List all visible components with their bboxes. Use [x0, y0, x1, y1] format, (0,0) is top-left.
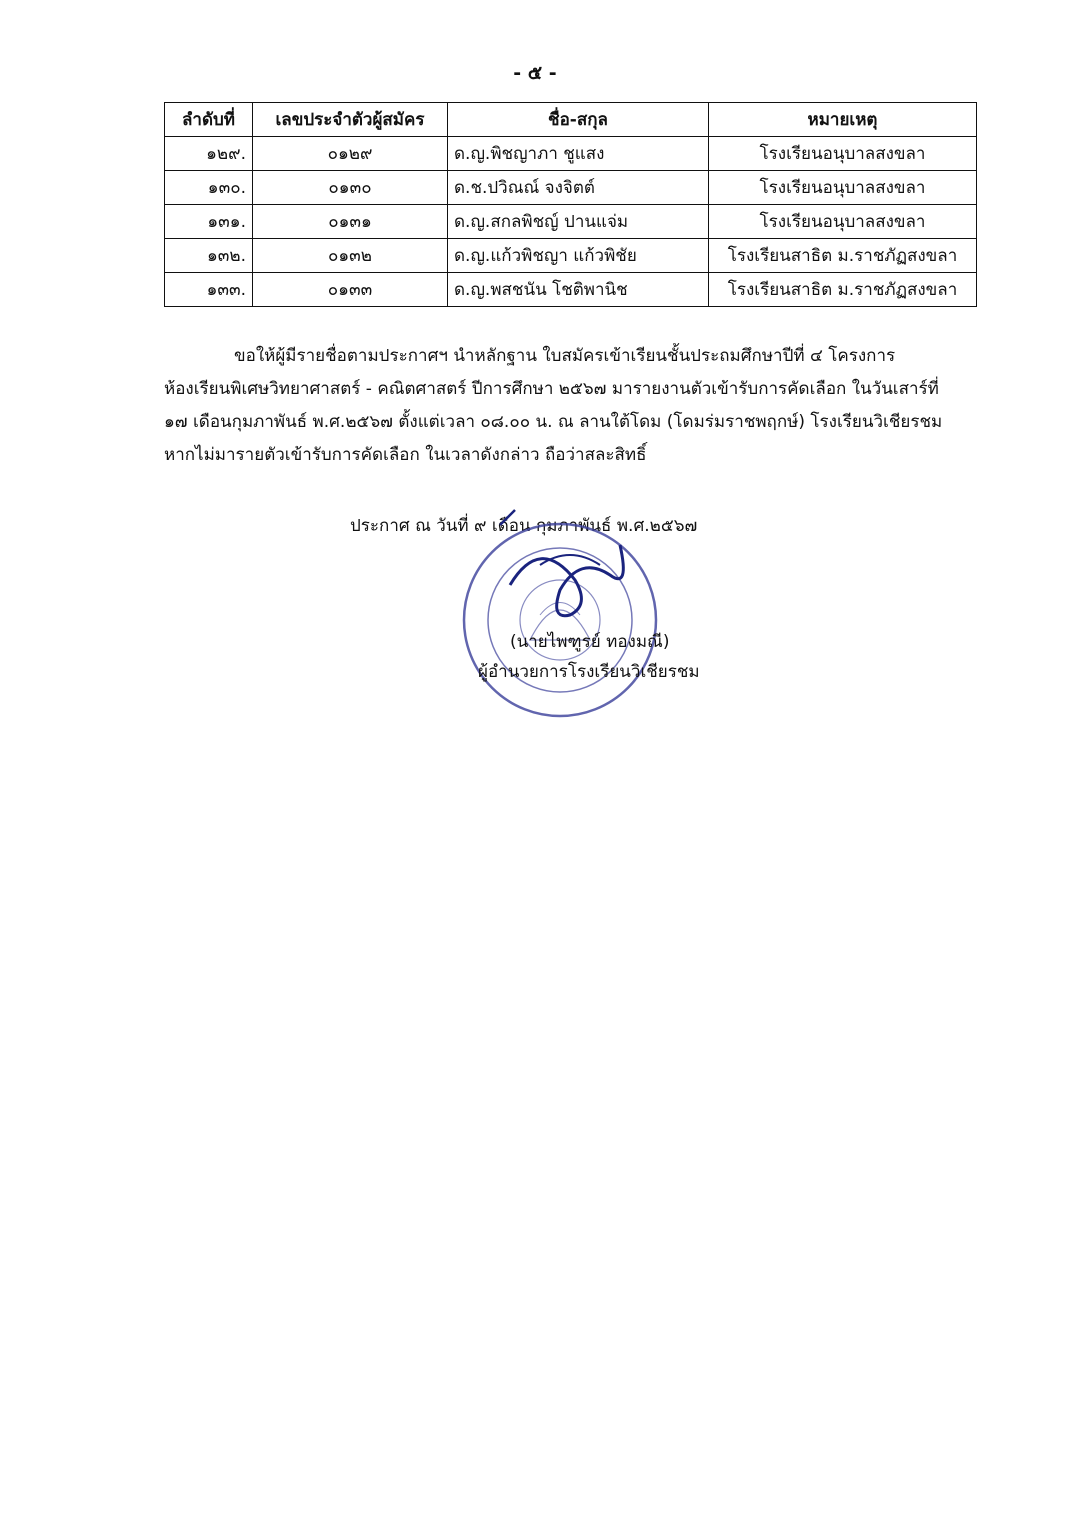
table-row: [165, 171, 977, 205]
table-row: [165, 273, 977, 307]
cell-name: ด.ญ.แก้วพิชญา แก้วพิชัย: [448, 239, 709, 273]
header-applicant-id: เลขประจำตัวผู้สมัคร: [253, 103, 448, 137]
header-seq: ลำดับที่: [165, 103, 253, 137]
table-row: [165, 239, 977, 273]
announcement-date: ประกาศ ณ วันที่ ๙ เดือน กุมภาพันธ์ พ.ศ.๒๕๖๗: [350, 516, 698, 536]
cell-remarks: โรงเรียนอนุบาลสงขลา: [709, 171, 977, 205]
paragraph-line: ๑๗ เดือนกุมภาพันธ์ พ.ศ.๒๕๖๗ ตั้งแต่เวลา ๐๘.๐๐ น. ณ ลานใต้โดม (โดมร่มราชพฤกษ์) โรงเรียนวิเชียรชม: [164, 412, 943, 432]
table-row: [165, 205, 977, 239]
paragraph-line: ขอให้ผู้มีรายชื่อตามประกาศฯ นำหลักฐาน ใบสมัครเข้าเรียนชั้นประถมศึกษาปีที่ ๔ โครงการ: [234, 346, 896, 366]
cell-applicant-id: ๐๑๓๐: [253, 171, 448, 205]
instructions-paragraph: [164, 340, 976, 472]
cell-remarks: โรงเรียนสาธิต ม.ราชภัฏสงขลา: [709, 273, 977, 307]
table-row: [165, 137, 977, 171]
cell-applicant-id: ๐๑๒๙: [253, 137, 448, 171]
paragraph-line: หากไม่มารายตัวเข้ารับการคัดเลือก ในเวลาดังกล่าว ถือว่าสละสิทธิ์: [164, 445, 647, 465]
page-number: - ๕ -: [513, 62, 557, 84]
cell-seq: ๑๓๓.: [165, 273, 253, 307]
header-full-name: ชื่อ-สกุล: [448, 103, 709, 137]
cell-remarks: โรงเรียนอนุบาลสงขลา: [709, 137, 977, 171]
cell-seq: ๑๓๐.: [165, 171, 253, 205]
cell-name: ด.ญ.พสชนัน โชติพานิช: [448, 273, 709, 307]
cell-seq: ๑๓๑.: [165, 205, 253, 239]
cell-seq: ๑๓๒.: [165, 239, 253, 273]
cell-applicant-id: ๐๑๓๑: [253, 205, 448, 239]
cell-name: ด.ช.ปวิณณ์ จงจิตต์: [448, 171, 709, 205]
header-remarks: หมายเหตุ: [709, 103, 977, 137]
cell-remarks: โรงเรียนสาธิต ม.ราชภัฏสงขลา: [709, 239, 977, 273]
cell-name: ด.ญ.สกลพิชญ์ ปานแจ่ม: [448, 205, 709, 239]
cell-applicant-id: ๐๑๓๒: [253, 239, 448, 273]
signatory-title: ผู้อำนวยการโรงเรียนวิเชียรชม: [478, 662, 700, 682]
cell-name: ด.ญ.พิชญาภา ชูแสง: [448, 137, 709, 171]
cell-applicant-id: ๐๑๓๓: [253, 273, 448, 307]
cell-seq: ๑๒๙.: [165, 137, 253, 171]
table-header-row: [165, 103, 977, 137]
signatory-name: (นายไพฑูรย์ ทองมณี): [510, 632, 670, 652]
applicant-table: [164, 102, 977, 307]
paragraph-line: ห้องเรียนพิเศษวิทยาศาสตร์ - คณิตศาสตร์ ปีการศึกษา ๒๕๖๗ มารายงานตัวเข้ารับการคัดเลือก ในวันเสาร์ที่: [164, 379, 939, 399]
cell-remarks: โรงเรียนอนุบาลสงขลา: [709, 205, 977, 239]
